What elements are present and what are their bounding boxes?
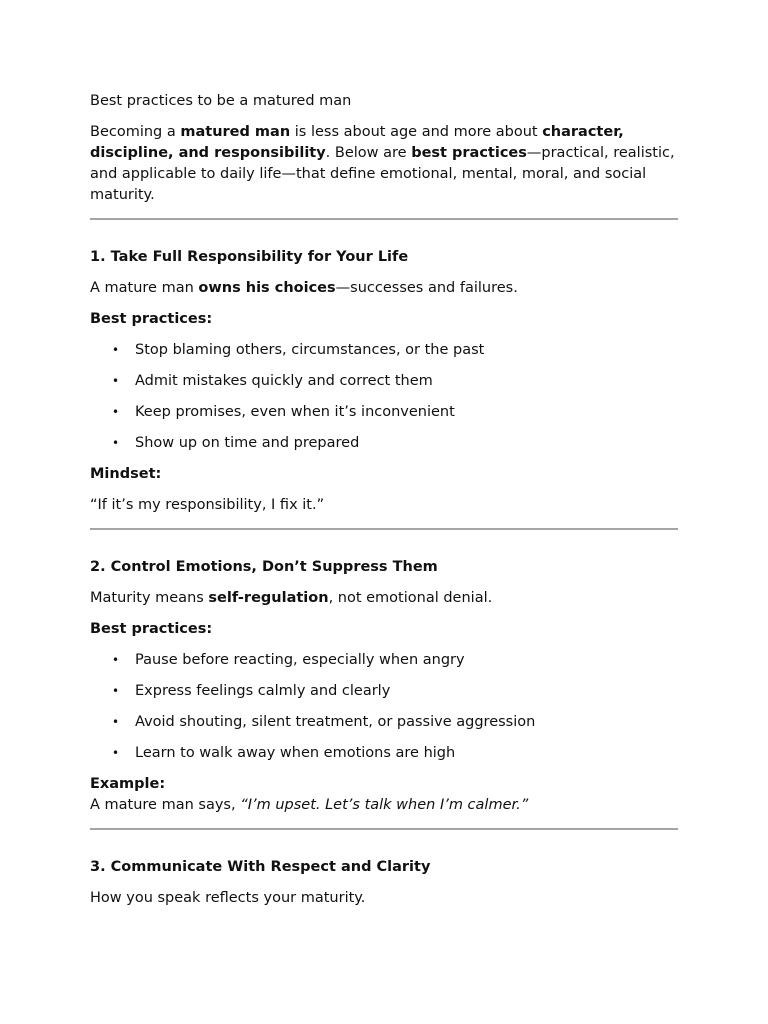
section-2-example-text	[90, 795, 678, 816]
section-1-lead-bold: owns his choices	[198, 280, 336, 296]
section-2-lead-bold: self-regulation	[208, 590, 329, 606]
intro-text-4: —practical, realistic, and applicable to daily life—that define emotional, mental, moral, and social maturity.	[90, 145, 675, 203]
list-item-text: Keep promises, even when it’s inconvenient	[135, 404, 455, 420]
list-item-text: Express feelings calmly and clearly	[135, 683, 391, 699]
section-2-best-practices-list	[90, 650, 678, 764]
list-item-text: Learn to walk away when emotions are high	[135, 745, 456, 761]
list-item-text: Stop blaming others, circumstances, or the past	[135, 342, 485, 358]
section-divider	[90, 828, 678, 830]
section-1-heading: 1. Take Full Responsibility for Your Life	[90, 249, 409, 265]
section-2-heading: 2. Control Emotions, Don’t Suppress Them	[90, 559, 438, 575]
list-item	[90, 340, 678, 361]
bullet-icon: •	[112, 684, 120, 698]
intro-text-2: is less about age and more about	[290, 124, 543, 140]
intro-bold-1: matured man	[180, 124, 291, 140]
bullet-icon: •	[112, 343, 120, 357]
section-2-example-text-1: A mature man says,	[90, 797, 241, 813]
section-1-best-practices-list	[90, 340, 678, 454]
section-2-lead-text-2: , not emotional denial.	[328, 590, 493, 606]
section-2-lead	[90, 588, 678, 609]
list-item-text: Admit mistakes quickly and correct them	[135, 373, 433, 389]
section-3-heading: 3. Communicate With Respect and Clarity	[90, 859, 431, 875]
bullet-icon: •	[112, 653, 120, 667]
section-1-mindset-quote: “If it’s my responsibility, I fix it.”	[90, 497, 325, 513]
list-item-text: Pause before reacting, especially when angry	[135, 652, 465, 668]
intro-bold-3: best practices	[411, 145, 527, 161]
list-item	[90, 433, 678, 454]
section-2-best-practices-label: Best practices:	[90, 621, 213, 637]
intro-text-1: Becoming a	[90, 124, 181, 140]
bullet-icon: •	[112, 374, 120, 388]
list-item-text: Avoid shouting, silent treatment, or passive aggression	[135, 714, 536, 730]
intro-bold-2: character, discipline, and responsibility	[90, 124, 624, 161]
intro-paragraph	[90, 122, 678, 206]
section-1-best-practices-label: Best practices:	[90, 311, 213, 327]
section-divider	[90, 218, 678, 220]
list-item-text: Show up on time and prepared	[135, 435, 360, 451]
section-divider	[90, 528, 678, 530]
list-item	[90, 402, 678, 423]
section-1-lead-text-1: A mature man	[90, 280, 199, 296]
list-item	[90, 743, 678, 764]
list-item	[90, 650, 678, 671]
section-1-lead-text-2: —successes and failures.	[335, 280, 518, 296]
bullet-icon: •	[112, 746, 120, 760]
section-2-lead-text-1: Maturity means	[90, 590, 209, 606]
list-item	[90, 681, 678, 702]
section-3-lead: How you speak reflects your maturity.	[90, 890, 366, 906]
list-item	[90, 712, 678, 733]
section-1-mindset-label: Mindset:	[90, 466, 162, 482]
document-title: Best practices to be a matured man	[90, 93, 352, 109]
bullet-icon: •	[112, 436, 120, 450]
section-2-example-label: Example:	[90, 776, 166, 792]
section-1-lead	[90, 278, 678, 299]
list-item	[90, 371, 678, 392]
intro-text-3: . Below are	[325, 145, 412, 161]
bullet-icon: •	[112, 405, 120, 419]
bullet-icon: •	[112, 715, 120, 729]
section-2-example-quote: “I’m upset. Let’s talk when I’m calmer.”	[240, 797, 529, 813]
